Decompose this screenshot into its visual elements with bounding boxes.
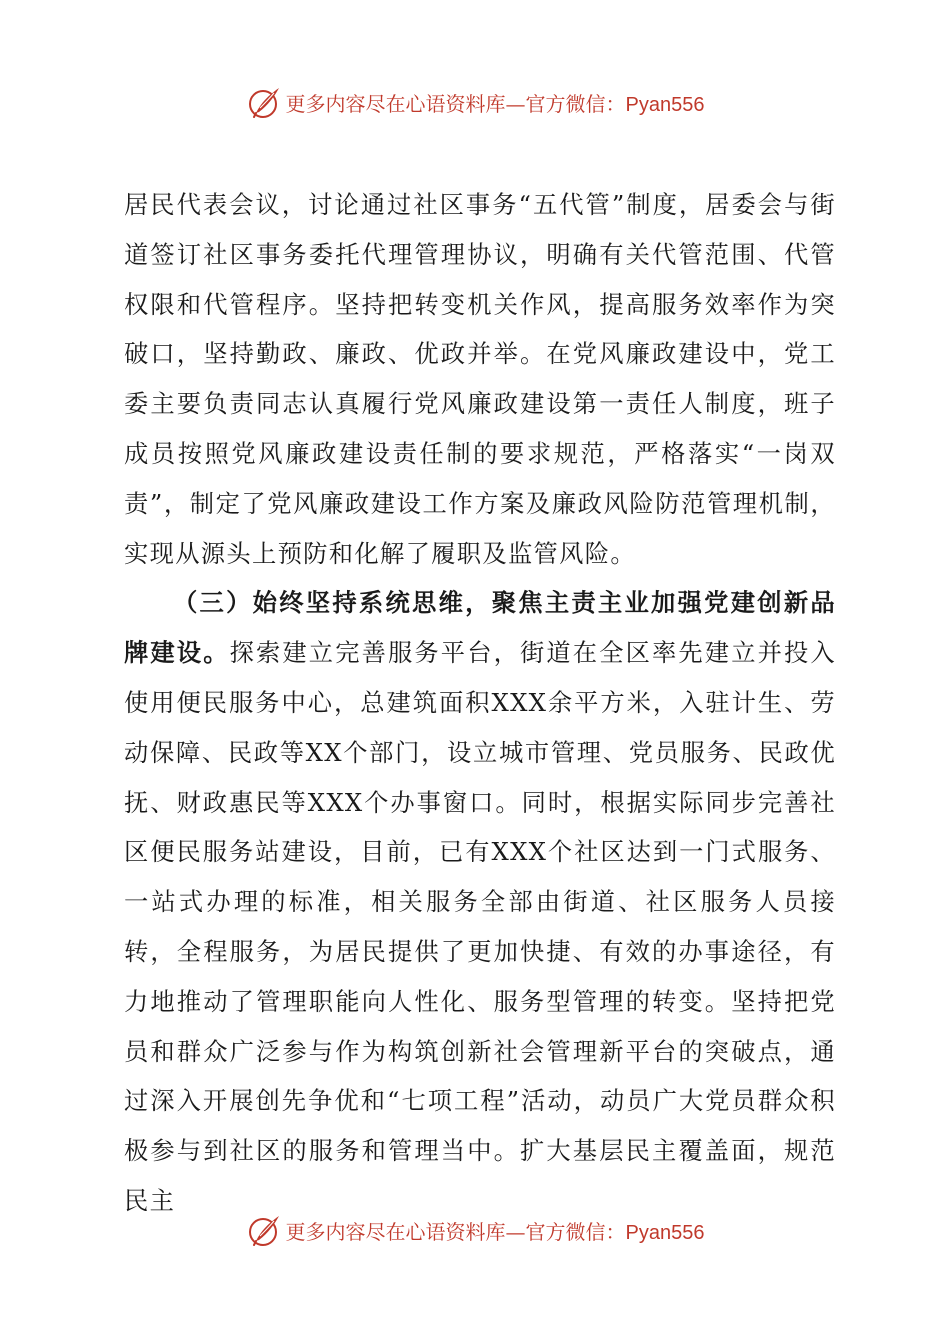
body-paragraph-2: [124, 578, 836, 1225]
watermark-text-top: 更多内容尽在心语资料库—官方微信：Pyan556: [285, 91, 705, 116]
quill-pen-logo-icon: [246, 83, 284, 121]
section-body-text: 探索建立完善服务平台，街道在全区率先建立并投入使用便民服务中心，总建筑面积XXX余平方米，入驻计生、劳动保障、民政等XX个部门，设立城市管理、党员服务、民政优抚、财政惠民等XXX个办事窗口。同时，根据实际同步完善社区便民服务站建设，目前，已有XXX个社区达到一门式服务、一站式办理的标准，相关服务全部由街道、社区服务人员接转，全程服务，为居民提供了更加快捷、有效的办事途径，有力地推动了管理职能向人性化、服务型管理的转变。坚持把党员和群众广泛参与作为构筑创新社会管理新平台的突破点，通过深入开展创先争优和“七项工程”活动，动员广大党员群众积极参与到社区的服务和管理当中。扩大基层民主覆盖面，规范民主: [124, 638, 836, 1215]
watermark-banner-top: [0, 80, 950, 124]
quill-pen-logo-icon: [246, 1211, 284, 1249]
body-paragraph-1: 居民代表会议，讨论通过社区事务“五代管”制度，居委会与街道签订社区事务委托代理管理协议，明确有关代管范围、代管权限和代管程序。坚持把转变机关作风，提高服务效率作为突破口，坚持勤政、廉政、优政并举。在党风廉政建设中，党工委主要负责同志认真履行党风廉政建设第一责任人制度，班子成员按照党风廉政建设责任制的要求规范，严格落实“一岗双责”，制定了党风廉政建设工作方案及廉政风险防范管理机制，实现从源头上预防和化解了履职及监管风险。: [124, 190, 836, 568]
watermark-text-bottom: 更多内容尽在心语资料库—官方微信：Pyan556: [285, 1219, 705, 1244]
watermark-banner-bottom: [0, 1208, 950, 1252]
document-body: [124, 180, 836, 1226]
section-heading: （三）始终坚持系统思维，聚焦主责主业加强党建创新品牌建设。: [124, 588, 836, 668]
